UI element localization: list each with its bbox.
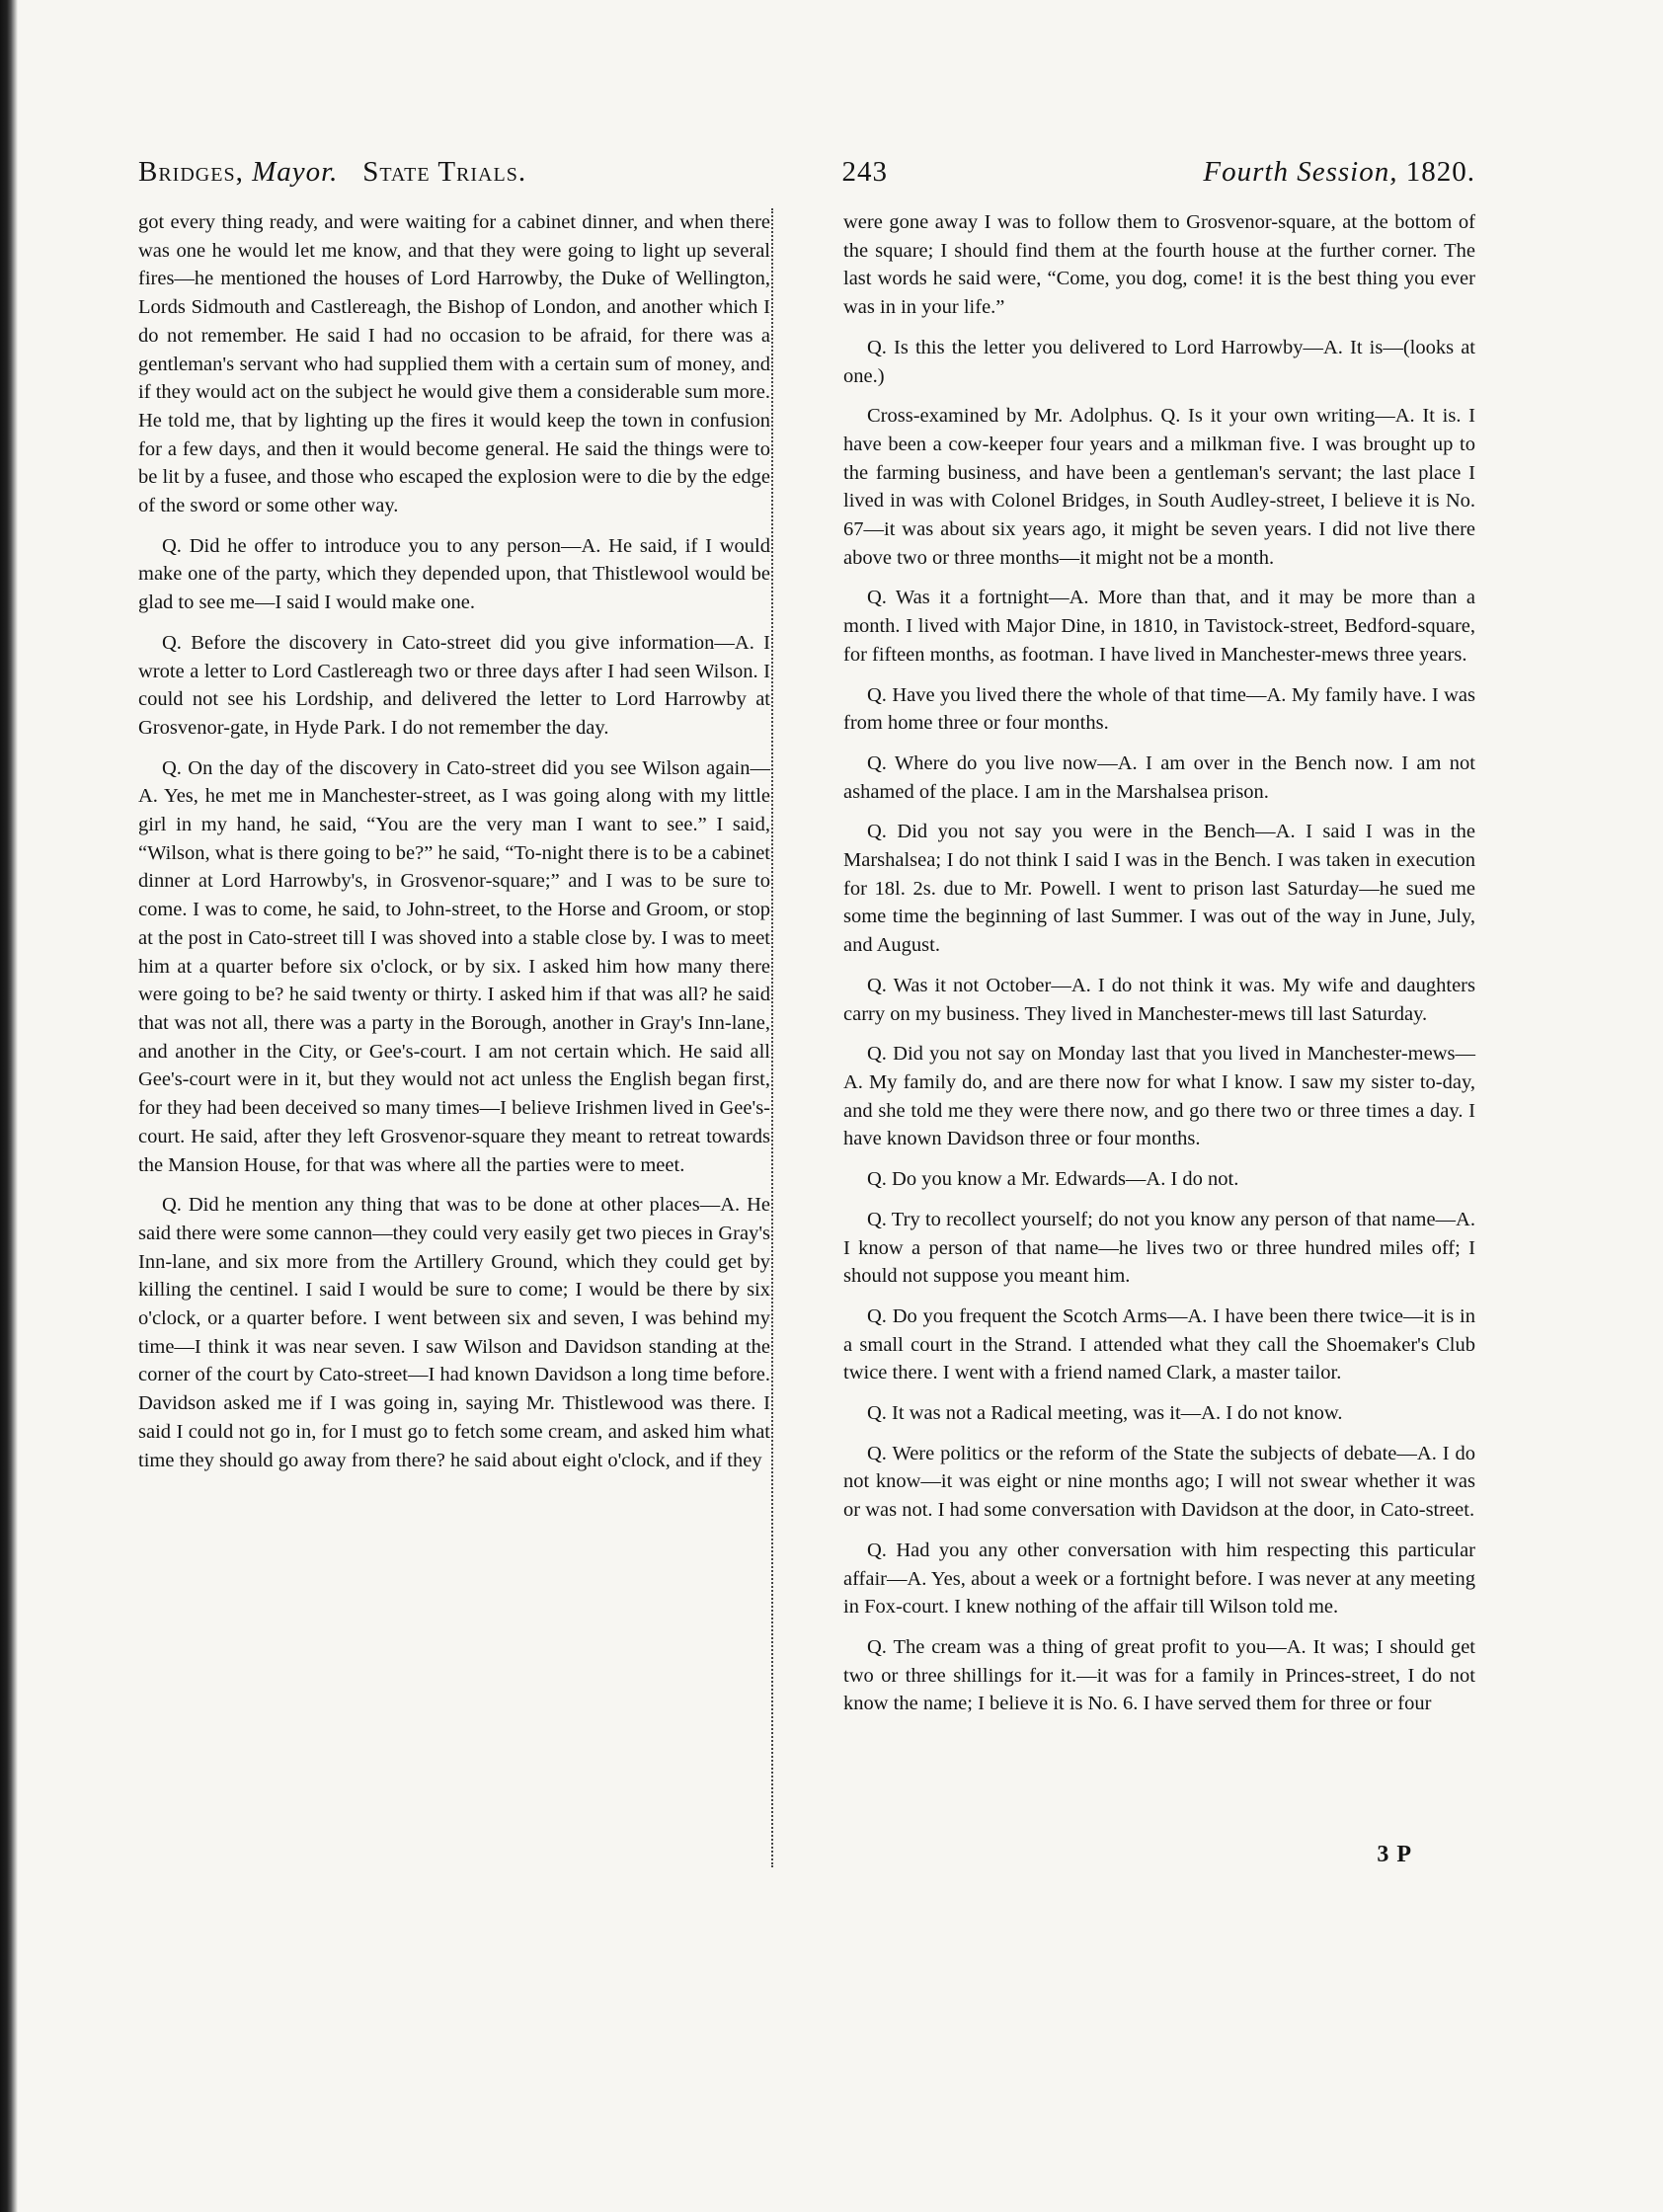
- paragraph: Q. The cream was a thing of great profit to you—A. It was; I should get two or three shillings for it.—it was for a family in Princes-street, I do not know the name; I believe it is No. 6. I have served them for three or four: [843, 1635, 1475, 1715]
- paragraph: Q. On the day of the discovery in Cato-street did you see Wilson again—A. Yes, he met me in Manchester-street, as I was going along with my little girl in my hand, he said, “You are the very man I want to see.” I said, “Wilson, what is there going to be?” he said, “To-night there is to be a cabinet dinner at Lord Harrowby's, in Grosvenor-square;” and I was to be sure to come. I was to come, he said, to John-street, to the Horse and Groom, or stop at the post in Cato-street till I was shoved into a stable close by. I was to meet him at a quarter before six o'clock, or by six. I asked him how many there were going to be? he said twenty or thirty. I asked him if that was all? he said that was not all, there was a party in the Borough, another in Gray's Inn-lane, and another in the City, or Gee's-court. I am not certain which. He said all Gee's-court were in it, but they would not act unless the English began first, for they had been deceived so many times—I believe Irishmen lived in Gee's-court. He said, after they left Grosvenor-square they meant to retreat towards the Mansion House, for that was where all the parties were to meet.: [138, 756, 770, 1176]
- paragraph: Q. Try to recollect yourself; do not you know any person of that name—A. I know a person of that name—he lives two or three hundred miles off; I should not suppose you meant him.: [843, 1208, 1475, 1288]
- paragraph: Q. Were politics or the reform of the State the subjects of debate—A. I do not know—it was eight or nine months ago; I will not swear whether it was or was not. I had some conversation with Davidson at the door, in Cato-street.: [843, 1442, 1475, 1522]
- column-divider: [771, 208, 773, 1867]
- header-right: [1203, 156, 1475, 189]
- header-year: 1820.: [1405, 156, 1475, 188]
- paragraph: Q. Is this the letter you delivered to Lord Harrowby—A. It is—(looks at one.): [843, 336, 1475, 387]
- paragraph: got every thing ready, and were waiting for a cabinet dinner, and when there was one he would let me know, and that they were going to light up several fires—he mentioned the houses of Lord Harrowby, the Duke of Wellington, Lords Sidmouth and Castlereagh, the Bishop of London, and another which I do not remember. He said I had no occasion to be afraid, for there was a gentleman's servant who had supplied them with a certain sum of money, and if they would act on the subject he would give them a considerable sum more. He told me, that by lighting up the fires it would keep the town in confusion for a few days, and then it would become general. He said the things were to be lit by a fusee, and those who escaped the explosion were to die by the edge of the sword or some other way.: [138, 211, 770, 517]
- header-left: [138, 156, 526, 189]
- book-spine-shadow: [0, 0, 18, 2212]
- text-columns: [138, 208, 1475, 1718]
- paragraph: Q. Did he offer to introduce you to any person—A. He said, if I would make one of the party, which they depended upon, that Thistlewool would be glad to see me—I said I would make one.: [138, 534, 770, 614]
- header-title: State Trials.: [362, 156, 527, 188]
- running-header: [138, 156, 1475, 189]
- paragraph: Q. Do you frequent the Scotch Arms—A. I have been there twice—it is in a small court in the Strand. I attended what they call the Shoemaker's Club twice there. I went with a friend named Clark, a master tailor.: [843, 1304, 1475, 1384]
- paragraph: Q. Did you not say you were in the Bench—A. I said I was in the Marshalsea; I do not think I said I was in the Bench. I was taken in execution for 18l. 2s. due to Mr. Powell. I went to prison last Saturday—he sued me some time the beginning of last Summer. I was out of the way in June, July, and August.: [843, 821, 1475, 957]
- left-column: [138, 208, 770, 1718]
- header-session: Fourth Session,: [1203, 156, 1398, 188]
- header-role: Mayor.: [252, 156, 339, 188]
- paragraph: Q. Did you not say on Monday last that you lived in Manchester-mews—A. My family do, and are there now for what I know. I saw my sister to-day, and she told me they were there now, and go there two or three times a day. I have known Davidson three or four months.: [843, 1043, 1475, 1150]
- paragraph: Q. Before the discovery in Cato-street did you give information—A. I wrote a letter to Lord Castlereagh two or three days after I had seen Wilson. I could not see his Lordship, and delivered the letter to Lord Harrowby at Grosvenor-gate, in Hyde Park. I do not remember the day.: [138, 631, 770, 739]
- header-name: Bridges,: [138, 156, 244, 188]
- paragraph: Q. Was it not October—A. I do not think it was. My wife and daughters carry on my business. They lived in Manchester-mews till last Saturday.: [843, 974, 1475, 1025]
- paragraph: Q. Have you lived there the whole of that time—A. My family have. I was from home three or four months.: [843, 683, 1475, 735]
- page-number: 243: [841, 156, 888, 188]
- page: [138, 156, 1475, 1718]
- right-column: [843, 208, 1475, 1718]
- signature-mark: 3 P: [1377, 1842, 1412, 1867]
- paragraph: were gone away I was to follow them to Grosvenor-square, at the bottom of the square; I should find them at the fourth house at the further corner. The last words he said were, “Come, you dog, come! it is the best thing you ever was in in your life.”: [843, 211, 1475, 319]
- paragraph: Q. It was not a Radical meeting, was it—A. I do not know.: [867, 1402, 1343, 1425]
- paragraph: Q. Had you any other conversation with him respecting this particular affair—A. Yes, about a week or a fortnight before. I was never at any meeting in Fox-court. I knew nothing of the affair till Wilson told me.: [843, 1539, 1475, 1619]
- paragraph: Q. Do you know a Mr. Edwards—A. I do not.: [867, 1168, 1239, 1191]
- paragraph: Cross-examined by Mr. Adolphus. Q. Is it your own writing—A. It is. I have been a cow-keeper four years and a milkman five. I was brought up to the farming business, and have been a gentleman's servant; the last place I lived in was with Colonel Bridges, in South Audley-street, I believe it is No. 67—it was about six years ago, it might be seven years. I did not live there above two or three months—it might not be a month.: [843, 405, 1475, 569]
- paragraph: Q. Did he mention any thing that was to be done at other places—A. He said there were some cannon—they could very easily get two pieces in Gray's Inn-lane, and six more from the Artillery Ground, which they could get by killing the centinel. I said I would be sure to come; I would be there by six o'clock, or a quarter before. I went between six and seven, I was behind my time—I think it was near seven. I saw Wilson and Davidson standing at the corner of the court by Cato-street—I had known Davidson a long time before. Davidson asked me if I was going in, saying Mr. Thistlewood was there. I said I could not go in, for I must go to fetch some cream, and asked him what time they should go away from there? he said about eight o'clock, and if they: [138, 1194, 770, 1471]
- paragraph: Q. Was it a fortnight—A. More than that, and it may be more than a month. I lived with Major Dine, in 1810, in Tavistock-street, Bedford-square, for fifteen months, as footman. I have lived in Manchester-mews three years.: [843, 587, 1475, 666]
- paragraph: Q. Where do you live now—A. I am over in the Bench now. I am not ashamed of the place. I am in the Marshalsea prison.: [843, 751, 1475, 803]
